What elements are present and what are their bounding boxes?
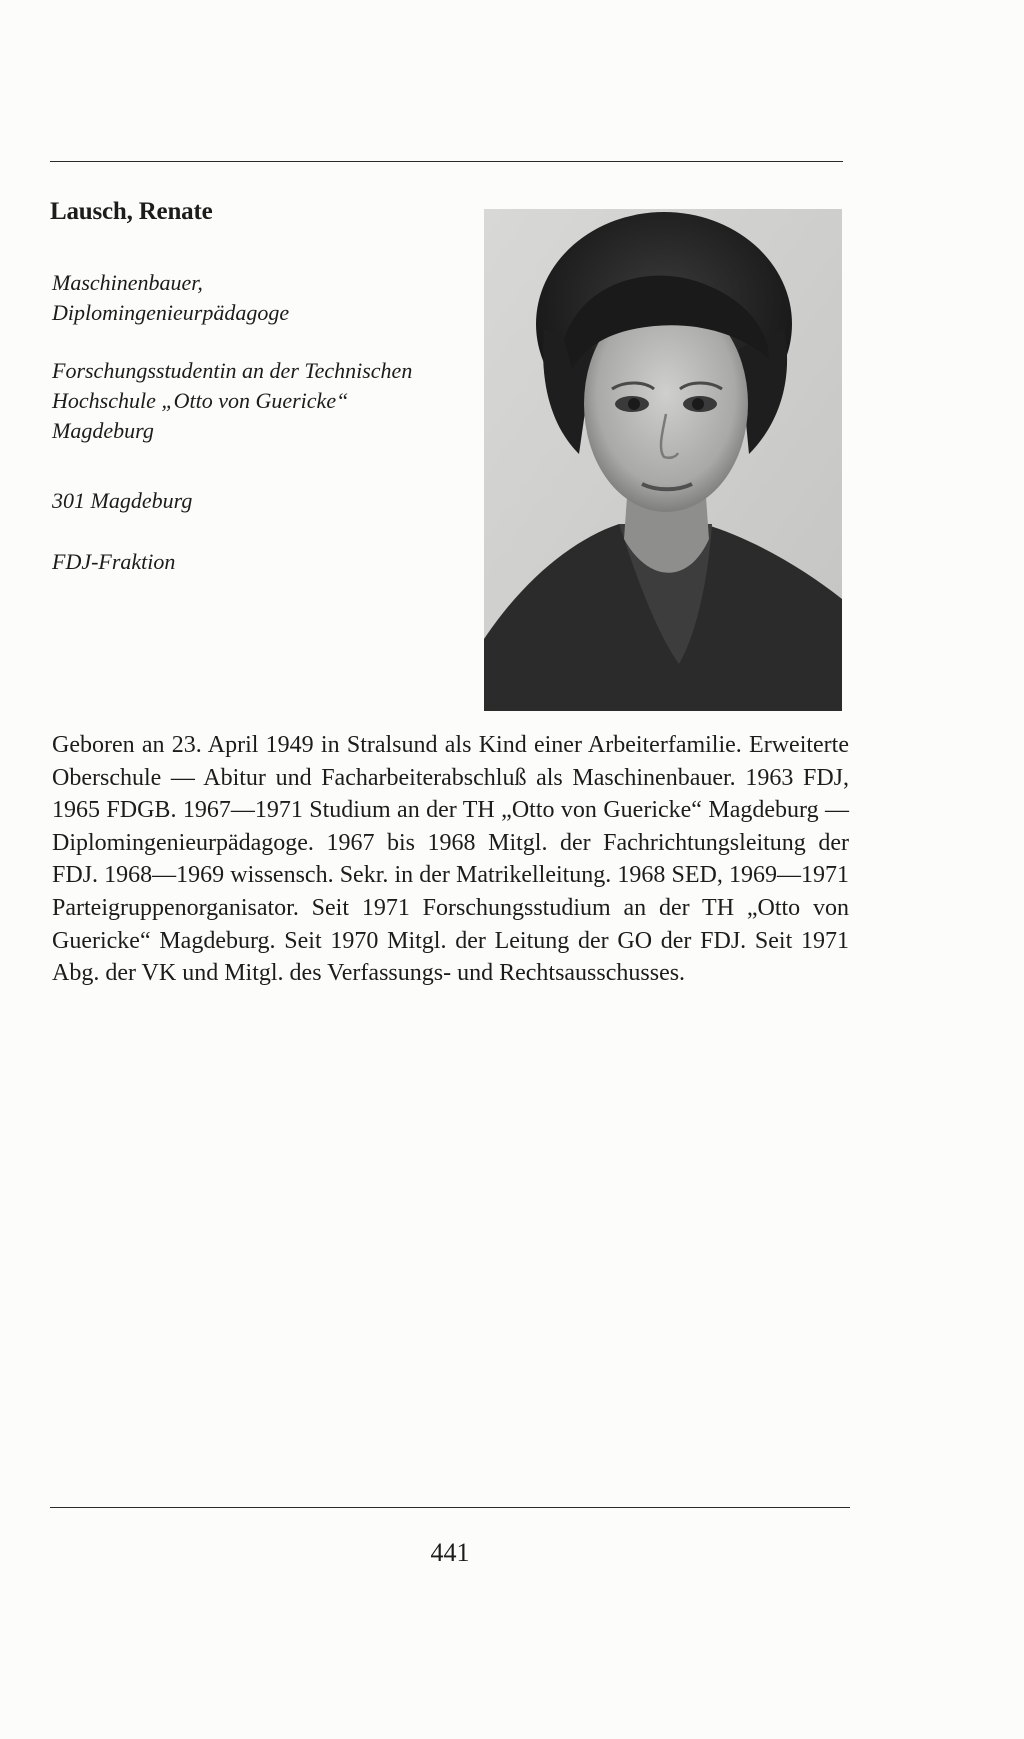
- entry-name: Lausch, Renate: [50, 198, 213, 225]
- portrait-photo: [484, 209, 842, 711]
- entry-profession: Maschinenbauer, Diplomingenieurpädagoge: [52, 270, 290, 325]
- entry-biography: Geboren an 23. April 1949 in Stralsund als Kind einer Arbeiterfamilie. Erweiterte Oberschule — Abitur und Facharbeiterabschluß als Maschinenbauer. 1963 FDJ, 1965 FDGB. 1967—1971 Studium an der TH „Otto von Guericke“ Magdeburg — Diplomingenieurpädagoge. 1967 bis 1968 Mitgl. der Fachrichtungsleitung der FDJ. 1968—1969 wissensch. Sekr. in der Matrikelleitung. 1968 SED, 1969—1971 Parteigruppenorganisator. Seit 1971 Forschungsstudium an der TH „Otto von Guericke“ Magdeburg. Seit 1970 Mitgl. der Leitung der GO der FDJ. Seit 1971 Abg. der VK und Mitgl. des Verfassungs- und Rechtsausschusses.: [52, 732, 849, 987]
- entry-place: 301 Magdeburg: [52, 488, 193, 513]
- entry-fraction: FDJ-Fraktion: [52, 549, 176, 574]
- bottom-divider: [50, 1507, 850, 1508]
- top-divider: [50, 161, 843, 162]
- page-number: 441: [430, 1538, 470, 1567]
- entry-position: Forschungsstudentin an der Technischen Hochschule „Otto von Guericke“ Magdeburg: [52, 358, 413, 443]
